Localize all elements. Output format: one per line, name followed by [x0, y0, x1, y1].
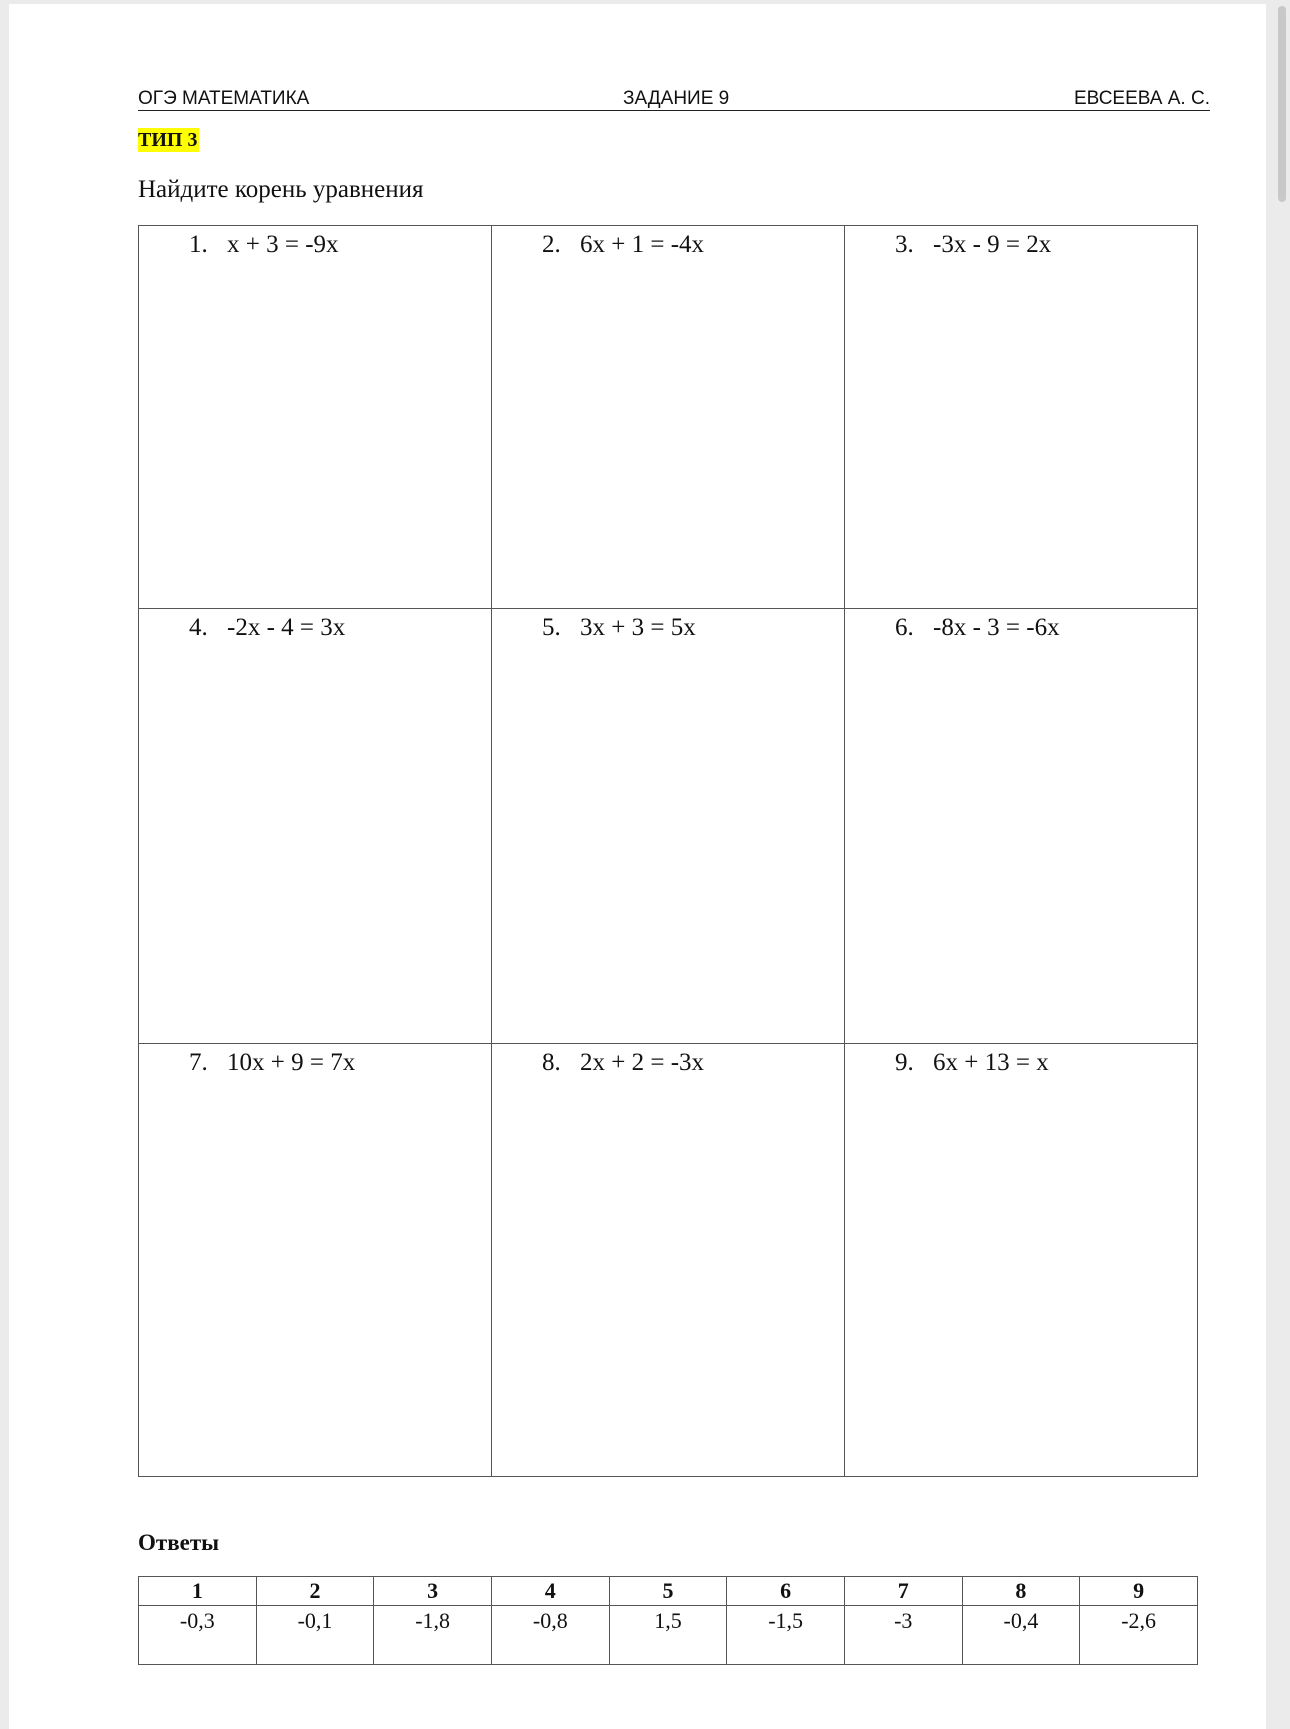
scrollbar-thumb[interactable] [1278, 6, 1286, 202]
answer-header-cell: 8 [962, 1577, 1080, 1606]
task-number: 9. [895, 1049, 914, 1076]
task-equation: -2x - 4 = 3x [227, 614, 346, 641]
answer-header-cell: 5 [609, 1577, 727, 1606]
task-cell [845, 1044, 1197, 1476]
page-header [138, 86, 1210, 111]
task-cell [139, 609, 492, 1044]
task-number: 8. [542, 1049, 561, 1076]
answer-header-cell: 1 [139, 1577, 257, 1606]
task-equation: 10x + 9 = 7x [227, 1049, 356, 1076]
task-grid [138, 225, 1198, 1477]
answer-header-cell: 7 [844, 1577, 962, 1606]
task-cell [845, 609, 1197, 1044]
header-subject: ОГЭ МАТЕМАТИКА [138, 88, 310, 109]
task-equation: 3x + 3 = 5x [580, 614, 696, 641]
answers-header-row [139, 1577, 1198, 1606]
answer-value-cell: -3 [844, 1606, 962, 1665]
answer-value-cell: -0,8 [491, 1606, 609, 1665]
document-page [9, 4, 1266, 1729]
task-number: 4. [189, 614, 208, 641]
task-cell [139, 226, 492, 609]
task-cell [492, 226, 845, 609]
header-task: ЗАДАНИЕ 9 [623, 88, 730, 109]
task-equation: x + 3 = -9x [227, 231, 339, 258]
answer-header-cell: 9 [1080, 1577, 1198, 1606]
answer-header-cell: 4 [491, 1577, 609, 1606]
task-number: 3. [895, 231, 914, 258]
task-equation: -3x - 9 = 2x [933, 231, 1052, 258]
answer-header-cell: 6 [727, 1577, 845, 1606]
answer-value-cell: -0,1 [256, 1606, 374, 1665]
header-author: ЕВСЕЕВА А. С. [1073, 88, 1210, 109]
task-equation: 2x + 2 = -3x [580, 1049, 705, 1076]
task-number: 1. [189, 231, 208, 258]
task-equation: 6x + 13 = x [933, 1049, 1049, 1076]
answer-value-cell: -1,8 [374, 1606, 492, 1665]
instruction: Найдите корень уравнения [138, 176, 424, 203]
task-cell [492, 1044, 845, 1476]
answer-header-cell: 2 [256, 1577, 374, 1606]
answers-table [138, 1576, 1198, 1665]
answer-value-cell: -1,5 [727, 1606, 845, 1665]
task-number: 6. [895, 614, 914, 641]
task-number: 7. [189, 1049, 208, 1076]
task-cell [139, 1044, 492, 1476]
answer-value-cell: -0,3 [139, 1606, 257, 1665]
task-equation: 6x + 1 = -4x [580, 231, 705, 258]
answers-title: Ответы [138, 1530, 220, 1555]
answer-header-cell: 3 [374, 1577, 492, 1606]
type-label: ТИП 3 [138, 129, 198, 151]
task-cell [492, 609, 845, 1044]
task-cell [845, 226, 1197, 609]
answers-value-row [139, 1606, 1198, 1665]
answer-value-cell: -0,4 [962, 1606, 1080, 1665]
task-equation: -8x - 3 = -6x [933, 614, 1060, 641]
task-number: 5. [542, 614, 561, 641]
answer-value-cell: 1,5 [609, 1606, 727, 1665]
task-number: 2. [542, 231, 561, 258]
answer-value-cell: -2,6 [1080, 1606, 1198, 1665]
